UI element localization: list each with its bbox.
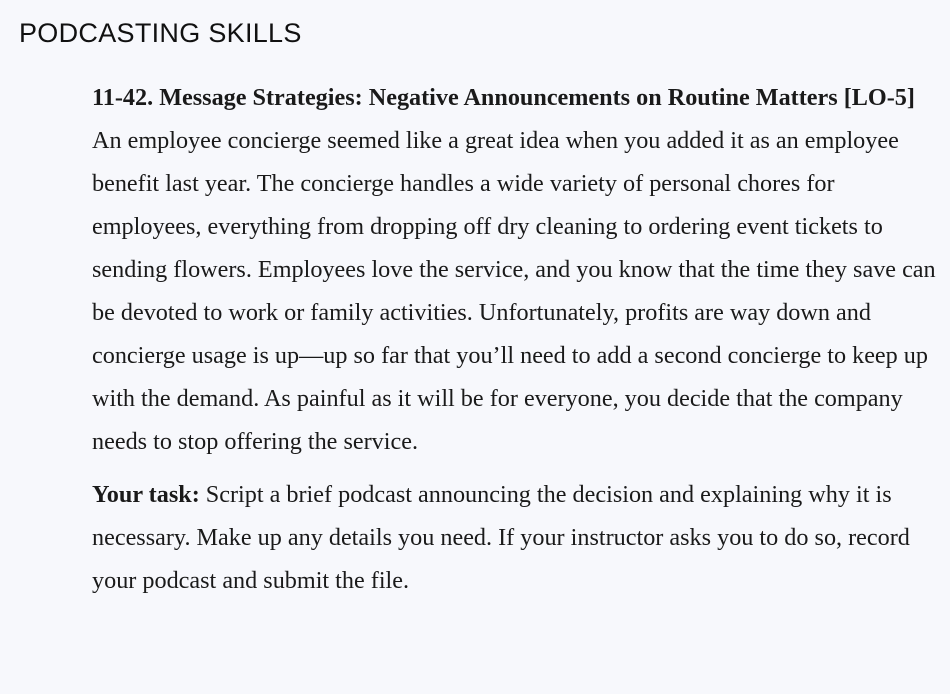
task-label: Your task: [92,481,200,508]
task-paragraph [92,473,937,602]
exercise-title: 11-42. Message Strategies: Negative Announcements on Routine Matters [LO-5] [92,84,915,111]
section-heading: PODCASTING SKILLS [19,18,302,48]
exercise-block [92,76,937,602]
exercise-paragraph [92,76,937,463]
task-text: Script a brief podcast announcing the decision and explaining why it is necessary. Make up any details you need. If your instructor asks you to do so, record your podcast and submit the file. [92,481,910,594]
exercise-body: An employee concierge seemed like a great idea when you added it as an employee benefit last year. The concierge handles a wide variety of personal chores for employees, everything from dropping off dry cleaning to ordering event tickets to sending flowers. Employees love the service, and you know that the time they save can be devoted to work or family activities. Unfortunately, profits are way down and concierge usage is up—up so far that you’ll need to add a second concierge to keep up with the demand. As painful as it will be for everyone, you decide that the company needs to stop offering the service. [92,127,936,455]
